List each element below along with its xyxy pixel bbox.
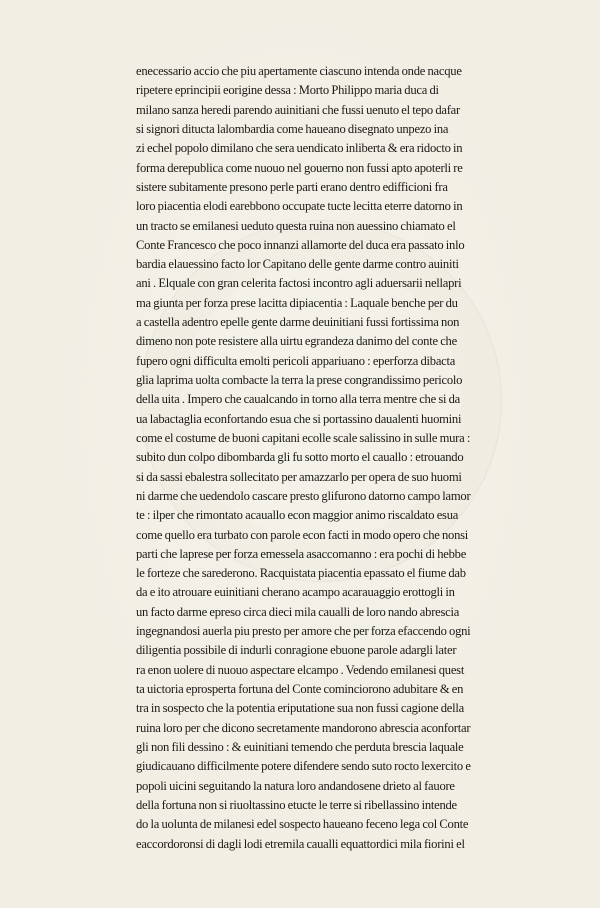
text-line: loro piacentia elodi earebbono occupate tucte lecitta eterre datorno in — [136, 199, 463, 214]
text-line: eaccordoronsi di dagli lodi etremila caualli equattordici mila fiorini el — [136, 836, 465, 851]
text-line: Conte Francesco che poco innanzi allamorte del duca era passato inlo — [136, 237, 465, 252]
text-line: popoli uicini seguitando la natura loro andandosene drieto al fauore — [136, 778, 455, 793]
text-block — [136, 62, 532, 854]
text-line: le forteze che sarederono. Racquistata piacentia epassato el fiume dab — [136, 566, 466, 581]
text-line: come el costume de buoni capitani ecolle scale salissino in sulle mura : — [136, 430, 471, 445]
text-line: subito dun colpo dibombarda gli fu sotto morto el cauallo : etrouando — [136, 450, 464, 465]
text-line: giudicauano difficilmente potere difendere sendo suto rocto lexercito e — [136, 759, 471, 774]
text-line: da e ito atrouare euinitiani cherano acampo acarauaggio erottogli in — [136, 585, 455, 600]
text-line: della uita . Impero che caualcando in torno alla terra mentre che si da — [136, 392, 461, 407]
text-line: zi echel popolo dimilano che sera uendicato inliberta & era ridocto in — [136, 141, 463, 156]
text-line: ra enon uolere di nuouo aspectare elcampo . Vedendo emilanesi quest — [136, 662, 465, 677]
text-line: ua labactaglia econfortando esua che si portassino daualenti huomini — [136, 411, 462, 426]
text-line: glia laprima uolta combacte la terra la prese congrandissimo pericolo — [136, 373, 463, 387]
text-line: un tracto se emilanesi ueduto questa ruina non auessino chiamato el — [136, 218, 456, 233]
text-line: si da sassi ebalestra sollecitato per amazzarlo per opera de suo huomi — [136, 469, 462, 484]
text-line: ripetere eprincipii eorigine dessa : Morto Philippo maria duca di — [136, 83, 439, 98]
text-line: della fortuna non si riuoltassino etucte le terre si ribellassino intende — [136, 797, 457, 812]
text-line: milano sanza heredi parendo auinitiani che fussi uenuto el tepo dafar — [136, 102, 460, 117]
text-line: gli non fili dessino : & euinitiani temendo che perduta brescia laquale — [136, 739, 464, 754]
text-line: ingegnandosi auerla piu presto per amore che per forza efaccendo ogni — [136, 624, 471, 639]
text-line: te : ilper che rimontato acauallo econ maggior animo riscaldato esua — [136, 508, 459, 523]
text-line: bardia elauessino facto lor Capitano delle gente darme contro auiniti — [136, 257, 459, 272]
text-line: un facto darme epreso circa dieci mila caualli de loro nando abrescia — [136, 604, 460, 619]
text-line: ruina loro per che dicono secretamente mandorono abrescia aconfortar — [136, 720, 471, 735]
text-line: tra in sospecto che la potentia eriputatione sua non fussi cagione della — [136, 701, 464, 716]
text-line: ma giunta per forza prese lacitta dipiacentia : Laquale benche per du — [136, 295, 458, 310]
text-line: ni darme che uedendolo cascare presto glifurono datorno campo lamor — [136, 488, 471, 503]
text-line: forma derepublica come nuouo nel gouerno non fussi apto apoterli re — [136, 160, 463, 175]
text-line: fupero ogni difficulta emolti pericoli appariuano : eperforza dibacta — [136, 353, 456, 368]
text-line: ani . Elquale con gran celerita factosi incontro agli aduersarii nellapri — [136, 276, 462, 291]
text-line: enecessario accio che piu apertamente ciascuno intenda onde nacque — [136, 64, 462, 78]
text-line: si signori ditucta lalombardia come haueano disegnato unpezo ina — [136, 121, 449, 136]
text-line: dimeno non pote resistere alla uirtu egrandeza danimo del conte che — [136, 334, 457, 349]
text-line: a castella adentro epelle gente darme deuinitiani fussi fortissima non — [136, 315, 460, 330]
text-line: diligentia possibile di indurli conragione ebuone parole adargli later — [136, 643, 457, 658]
text-line: ta uictoria eprosperta fortuna del Conte cominciorono adubitare & en — [136, 682, 464, 696]
text-line: sistere subitamente presono perle parti erano dentro edifficioni fra — [136, 179, 448, 194]
text-line: parti che laprese per forza emessela asaccomanno : era pochi di hebbe — [136, 546, 467, 561]
text-line: do la uolunta de milanesi edel sospecto haueano feceno lega col Conte — [136, 817, 469, 832]
text-line: come quello era turbato con parole econ facti in modo opero che nonsi — [136, 527, 469, 542]
